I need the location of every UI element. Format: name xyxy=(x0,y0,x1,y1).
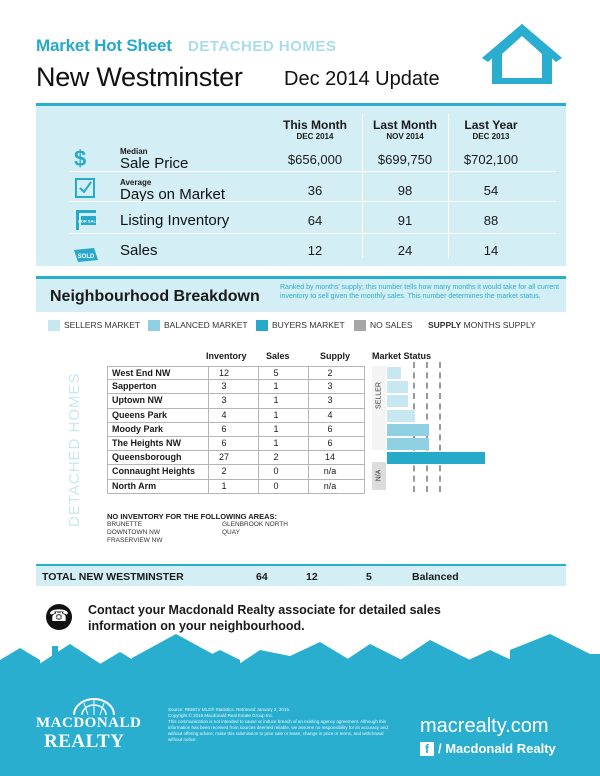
table-row xyxy=(107,437,365,451)
header-supply: Supply xyxy=(320,351,351,361)
no-inventory-area: DOWNTOWN NW xyxy=(107,529,160,536)
sales-cell: 1 xyxy=(273,381,279,392)
column-divider xyxy=(308,409,309,422)
table-row xyxy=(107,423,365,437)
column-divider xyxy=(208,409,209,422)
supply-cell: 4 xyxy=(327,409,333,420)
legend-supply: SUPPLY MONTHS SUPPLY xyxy=(428,320,536,330)
inventory-cell: 27 xyxy=(218,452,229,463)
update-label: Dec 2014 Update xyxy=(284,68,440,90)
column-divider xyxy=(308,437,309,450)
sold-tag-icon xyxy=(74,242,98,268)
column-this-month: This Month DEC 2014 xyxy=(283,118,347,141)
no-inventory-title: NO INVENTORY FOR THE FOLLOWING AREAS: xyxy=(107,512,278,521)
stat-row-days-on-market: Average Days on Market 36 98 54 xyxy=(36,174,566,202)
supply-cell: 6 xyxy=(327,438,333,448)
fine-print: Source: REBGV MLS® Statistics. Retrieved January 2, 2015. Copyright © 2015 Macdonald Real Estate Group Inc. This communication is not intended to cause or induce breach of an existing agency agreement. Although this information has been received from sources deemed reliable, we assume no responsibility for its accuracy and without offering advice, make this submission to prior sale or lease, change in price or terms, and withdrawal without notice. xyxy=(168,707,388,742)
section-description: Ranked by months' supply; this number tells how many months it would take for all current inventory to sell given the monthly sales. This number determines the market status. xyxy=(280,284,560,300)
column-divider xyxy=(258,480,259,493)
legend-no-sales: NO SALES xyxy=(354,320,413,331)
legend-sellers: SELLERS MARKET xyxy=(48,320,140,331)
header xyxy=(0,0,600,100)
supply-cell: 14 xyxy=(324,452,335,463)
supply-bar xyxy=(387,395,408,407)
column-divider xyxy=(208,380,209,393)
column-divider xyxy=(208,465,209,478)
phone-icon: ☎ xyxy=(46,604,72,630)
sales-cell: 1 xyxy=(273,395,279,406)
no-inventory-area: FRASERVIEW NW xyxy=(107,537,163,544)
hot-sheet-title: Market Hot Sheet xyxy=(36,36,172,55)
macdonald-crest-icon xyxy=(70,697,118,717)
svg-text:SOLD: SOLD xyxy=(77,254,95,260)
facebook-link[interactable]: / Macdonald Realty xyxy=(438,741,556,756)
sales-cell: 0 xyxy=(273,480,279,491)
neighbourhood-name: Connaught Heights xyxy=(112,466,195,477)
house-icon xyxy=(478,20,566,86)
header-market-status: Market Status xyxy=(372,351,432,361)
column-divider xyxy=(258,367,259,379)
total-supply: 5 xyxy=(366,571,372,583)
category-label: DETACHED HOMES xyxy=(188,38,337,55)
inventory-cell: 6 xyxy=(221,438,227,448)
column-divider xyxy=(308,465,309,478)
legend-buyers: BUYERS MARKET xyxy=(256,320,345,331)
column-divider xyxy=(308,423,309,436)
neighbourhood-name: Uptown NW xyxy=(112,395,163,406)
supply-bar xyxy=(387,410,415,422)
total-label: TOTAL NEW WESTMINSTER xyxy=(42,571,184,583)
table-row xyxy=(107,451,365,465)
supply-cell: n/a xyxy=(323,466,337,477)
neighbourhood-name: Queensborough xyxy=(112,452,182,463)
column-divider xyxy=(308,480,309,493)
inventory-cell: 3 xyxy=(221,395,227,406)
column-divider xyxy=(308,367,309,379)
neighbourhood-breakdown-header xyxy=(36,276,566,312)
sales-cell: 1 xyxy=(273,409,279,420)
stat-row-sale-price: $ Median Sale Price $656,000 $699,750 $702,100 xyxy=(36,144,566,172)
neighbourhood-name: Sapperton xyxy=(112,381,157,392)
supply-bar xyxy=(387,367,401,379)
no-inventory-area: QUAY xyxy=(222,529,240,536)
no-inventory-area: BRUNETTE xyxy=(107,521,143,528)
section-title: Neighbourhood Breakdown xyxy=(50,288,260,305)
brand-realty: REALTY xyxy=(44,731,125,752)
column-divider xyxy=(258,437,259,450)
column-divider xyxy=(208,451,209,464)
supply-bar xyxy=(387,424,429,436)
column-divider xyxy=(208,480,209,493)
column-divider xyxy=(258,380,259,393)
inventory-cell: 6 xyxy=(221,423,227,434)
supply-cell: n/a xyxy=(323,480,337,491)
seller-label: SELLER xyxy=(375,382,383,409)
stat-row-listing-inventory: FOR SALE Listing Inventory 64 91 88 xyxy=(36,206,566,234)
column-divider xyxy=(258,451,259,464)
column-divider xyxy=(208,423,209,436)
column-last-year: Last Year DEC 2013 xyxy=(464,118,518,141)
table-row xyxy=(107,465,365,479)
column-divider xyxy=(308,394,309,407)
header-inventory: Inventory xyxy=(206,351,247,361)
column-last-month: Last Month NOV 2014 xyxy=(373,118,437,141)
supply-bar xyxy=(387,438,429,450)
table-row xyxy=(107,480,365,494)
supply-cell: 3 xyxy=(327,395,333,406)
column-divider xyxy=(308,380,309,393)
column-divider xyxy=(258,423,259,436)
stat-row-sales: SOLD Sales 12 24 14 xyxy=(36,236,566,264)
column-divider xyxy=(258,394,259,407)
column-divider xyxy=(258,409,259,422)
total-status: Balanced xyxy=(412,571,459,583)
threshold-line xyxy=(439,362,441,492)
brand-macdonald: MACDONALD xyxy=(36,715,142,731)
neighbourhood-name: North Arm xyxy=(112,480,157,491)
column-divider xyxy=(258,465,259,478)
inventory-cell: 3 xyxy=(221,381,227,392)
legend-balanced: BALANCED MARKET xyxy=(148,320,248,331)
supply-cell: 3 xyxy=(327,381,333,392)
supply-bar xyxy=(387,452,485,464)
total-row xyxy=(36,564,566,586)
column-divider xyxy=(208,394,209,407)
column-divider xyxy=(208,367,209,379)
total-inventory: 64 xyxy=(256,571,268,583)
skyline-houses xyxy=(0,630,600,696)
sales-cell: 2 xyxy=(273,452,279,463)
inventory-cell: 12 xyxy=(218,368,229,378)
market-stats-panel xyxy=(36,103,566,266)
neighbourhood-name: Queens Park xyxy=(112,409,168,420)
city-title: New Westminster xyxy=(36,62,243,92)
supply-bar xyxy=(387,381,408,393)
sales-cell: 5 xyxy=(273,368,279,378)
legend xyxy=(36,318,566,334)
table-row xyxy=(107,366,365,380)
inventory-cell: 4 xyxy=(221,409,227,420)
supply-cell: 2 xyxy=(327,368,333,378)
neighbourhood-name: The Heights NW xyxy=(112,438,181,448)
total-sales: 12 xyxy=(306,571,318,583)
footer xyxy=(0,695,600,776)
inventory-cell: 1 xyxy=(221,480,227,491)
supply-cell: 6 xyxy=(327,423,333,434)
detached-homes-side-label: DETACHED HOMES xyxy=(66,372,83,527)
table-row xyxy=(107,409,365,423)
table-row xyxy=(107,380,365,394)
sales-cell: 1 xyxy=(273,438,279,448)
svg-text:FOR SALE: FOR SALE xyxy=(78,218,98,224)
header-sales: Sales xyxy=(266,351,290,361)
facebook-icon[interactable]: f xyxy=(420,742,434,756)
column-divider xyxy=(308,451,309,464)
neighbourhood-name: Moody Park xyxy=(112,423,164,434)
sales-cell: 0 xyxy=(273,466,279,477)
website-link[interactable]: macrealty.com xyxy=(420,715,549,737)
sales-cell: 1 xyxy=(273,423,279,434)
contact-message: Contact your Macdonald Realty associate for detailed sales information on your neighbourhood. xyxy=(88,603,441,633)
neighbourhood-name: West End NW xyxy=(112,368,171,378)
no-inventory-area: GLENBROOK NORTH xyxy=(222,521,288,528)
inventory-cell: 2 xyxy=(221,466,227,477)
table-row xyxy=(107,394,365,408)
na-label: N/A xyxy=(375,469,383,482)
column-divider xyxy=(208,437,209,450)
dollar-icon: $ xyxy=(74,146,87,171)
